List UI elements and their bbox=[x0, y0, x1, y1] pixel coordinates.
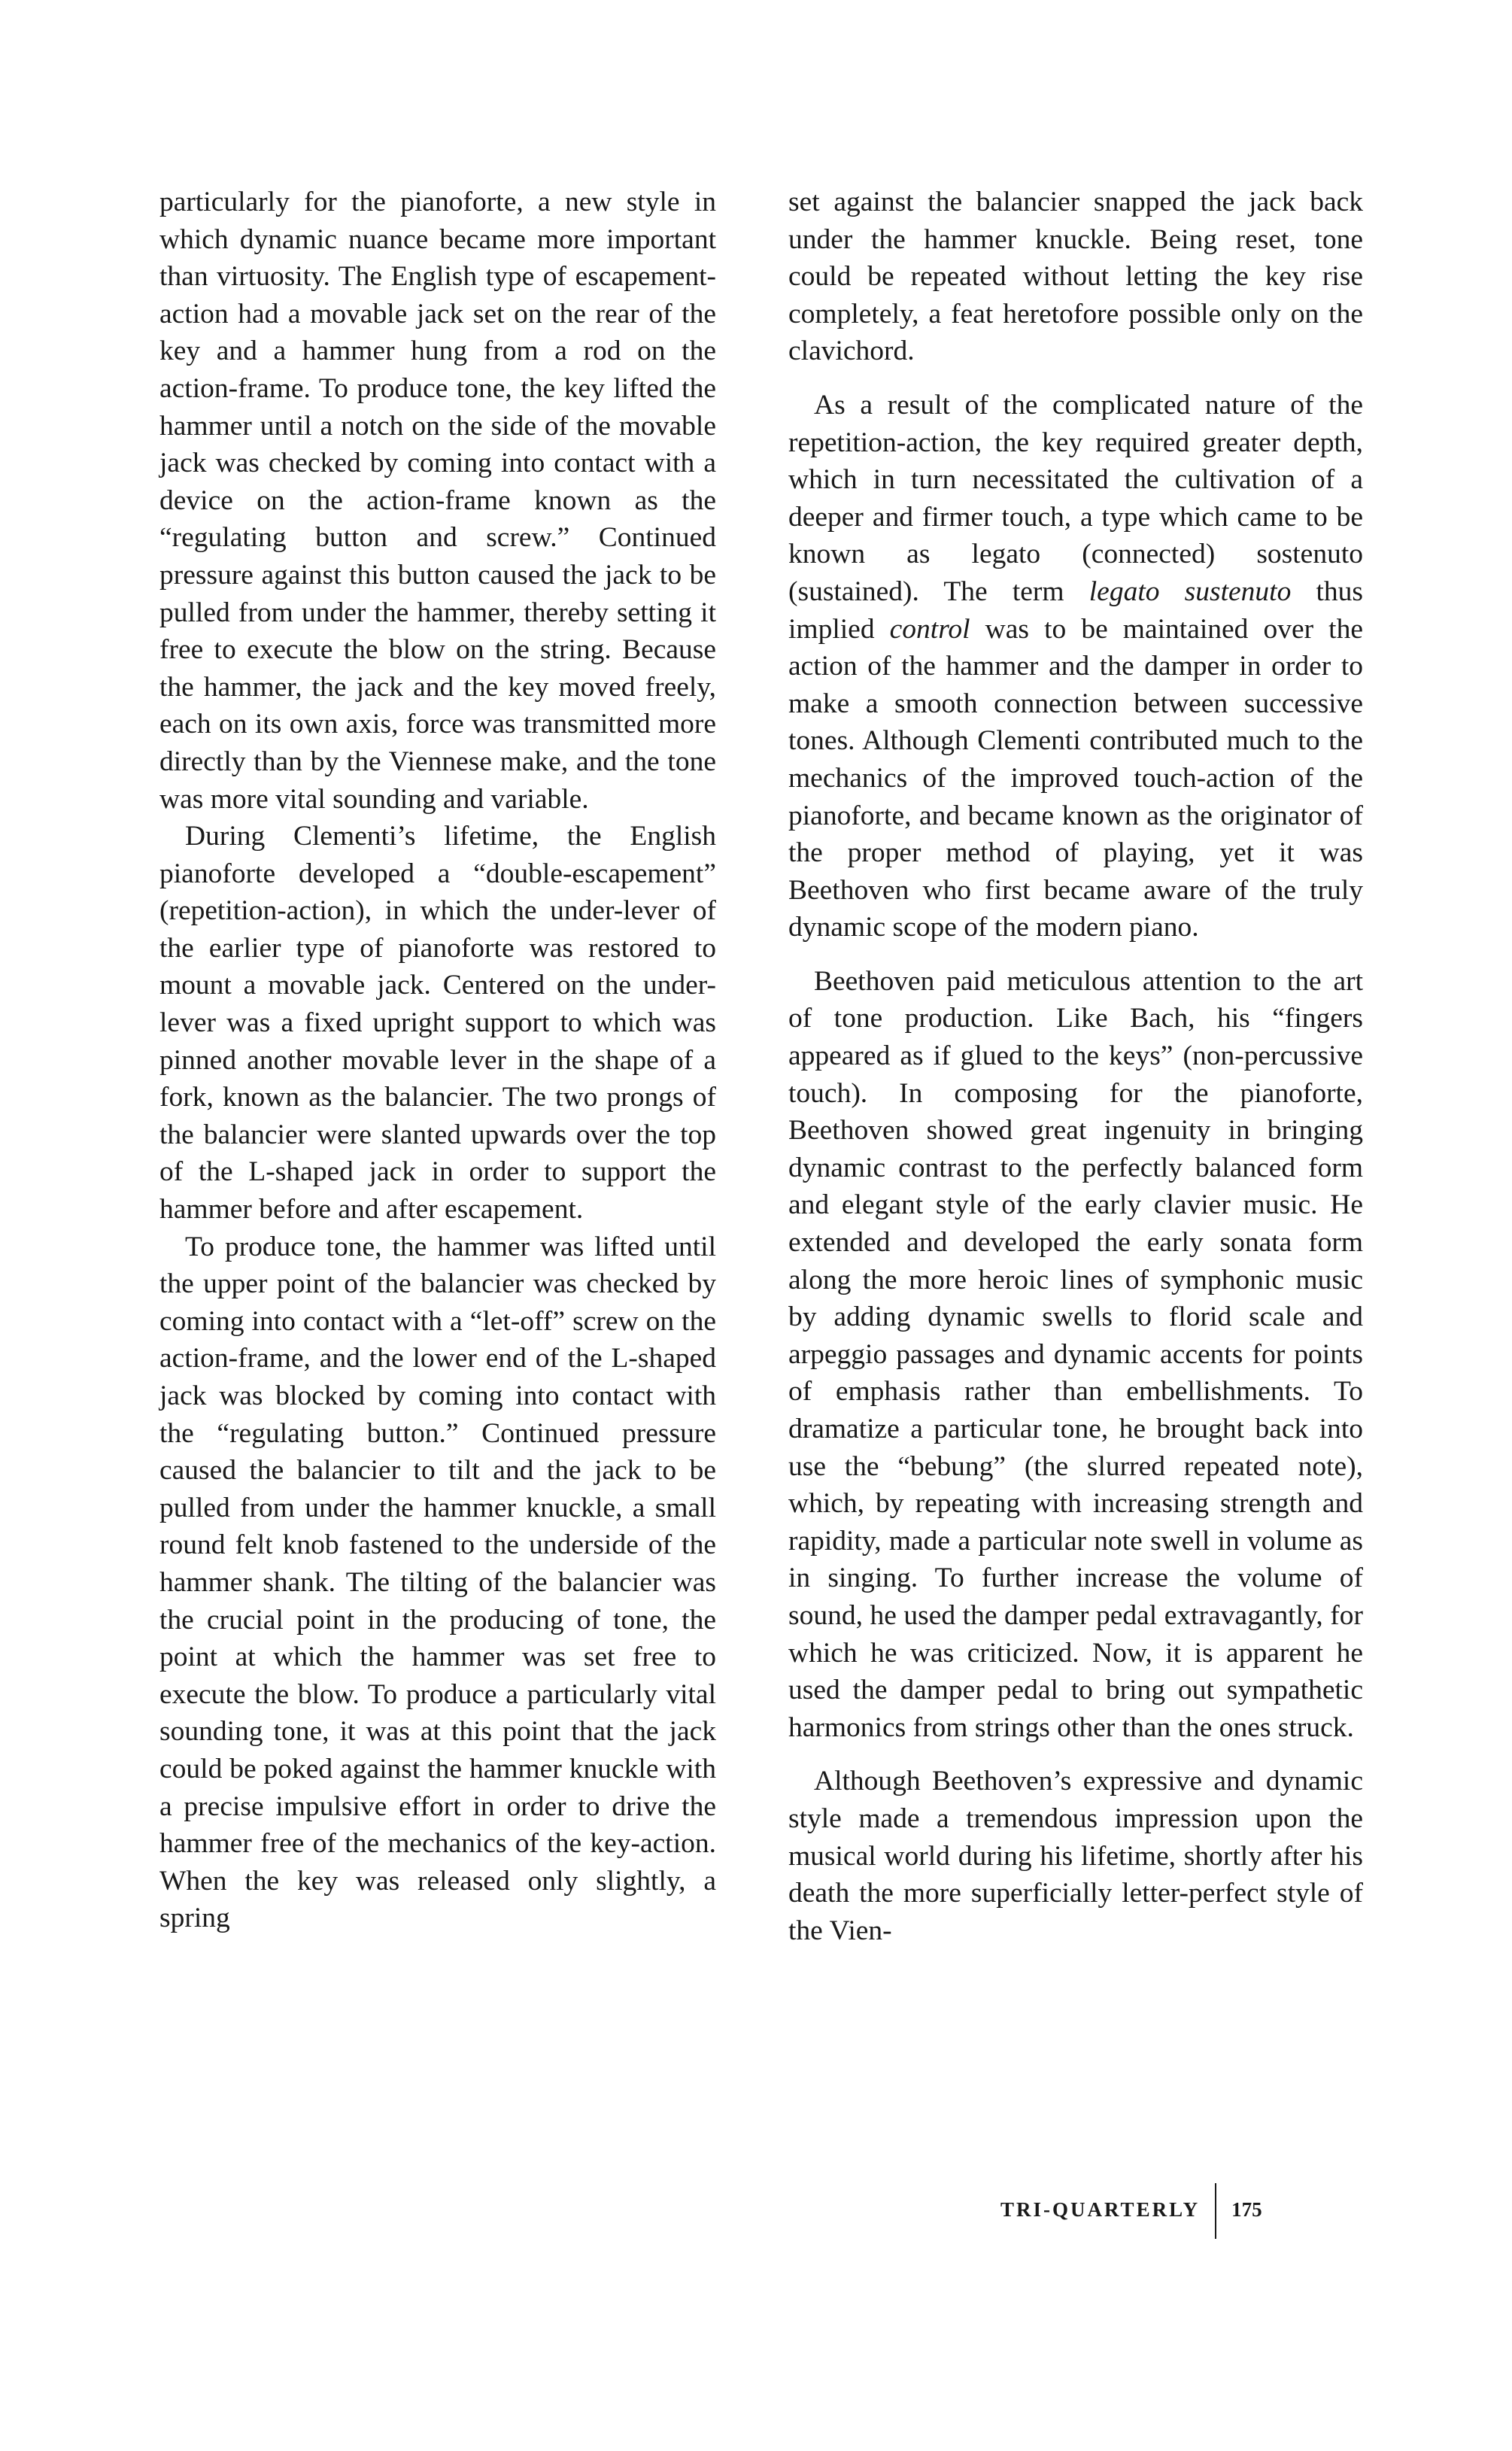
right-paragraph-2 bbox=[788, 387, 1363, 946]
right-paragraph-2-text-c: was to be maintained over the action of the hammer and the damper in order to make a smooth connection between successive tones. Although Clementi contributed much to the mechanics of the improved touch-action of the pianoforte, and became known as the originator of the proper method of playing, yet it was Beethoven who first became aware of the truly dynamic scope of the modern piano. bbox=[788, 613, 1363, 943]
left-paragraph-2: During Clementi’s lifetime, the English pianoforte developed a “double-escapement” (repetition-action), in which the under-lever of the earlier type of pianoforte was restored to mount a movable jack. Centered on the under-lever was a fixed upright support to which was pinned another movable lever in the shape of a fork, known as the balancier. The two prongs of the balancier were slanted upwards over the top of the L-shaped jack in order to support the hammer before and after escapement. bbox=[159, 821, 716, 1226]
right-paragraph-2-text-a: As a result of the complicated nature of the repetition-action, the key required greater depth, which in turn necessitated the cultivation of a deeper and firmer touch, a type which came to be known as legato (connected) sostenuto (sustained). The term bbox=[788, 389, 1363, 607]
right-paragraph-2-text-b: thus implied bbox=[788, 576, 1364, 645]
italic-term-control: control bbox=[889, 613, 970, 645]
page-number: 175 bbox=[1231, 2198, 1262, 2221]
left-paragraph-1: particularly for the pianoforte, a new style in which dynamic nuance became more important than virtuosity. The English type of escapement-action had a movable jack set on the rear of the key and a hammer hung from a rod on the action-frame. To produce tone, the key lifted the hammer until a notch on the side of the movable jack was checked by coming into contact with a device on the action-frame known as the “regulating button and screw.” Continued pressure against this button caused the jack to be pulled from under the hammer, thereby setting it free to execute the blow on the string. Because the hammer, the jack and the key moved freely, each on its own axis, force was transmitted more directly than by the Viennese make, and the tone was more vital sounding and variable. bbox=[159, 187, 716, 815]
left-paragraph-3: To produce tone, the hammer was lifted until the upper point of the balancier was checked by coming into contact with a “let-off” screw on the action-frame, and the lower end of the L-shaped jack was blocked by coming into contact with the “regulating button.” Continued pressure caused the balancier to tilt and the jack to be pulled from under the hammer knuckle, a small round felt knob fastened to the underside of the hammer shank. The tilting of the balancier was the crucial point in the producing of tone, the point at which the hammer was set free to execute the blow. To produce a particularly vital sounding tone, it was at this point that the jack could be poked against the hammer knuckle with a precise impulsive effort in order to drive the hammer free of the mechanics of the key-action. When the key was released only slightly, a spring bbox=[159, 1231, 716, 1934]
journal-title: TRI-QUARTERLY bbox=[1000, 2198, 1201, 2221]
page-footer bbox=[1000, 2183, 1262, 2239]
right-paragraph-3: Beethoven paid meticulous attention to the art of tone production. Like Bach, his “fingers appeared as if glued to the keys” (non-percussive touch). In composing for the pianoforte, Beethoven showed great ingenuity in bringing dynamic contrast to the perfectly balanced form and elegant style of the early clavier music. He extended and developed the early sonata form along the more heroic lines of symphonic music by adding dynamic swells to florid scale and arpeggio passages and dynamic accents for points of emphasis rather than embellishments. To dramatize a particular tone, he brought back into use the “bebung” (the slurred repeated note), which, by repeating with increasing strength and rapidity, made a particular note swell in volume as in singing. To further increase the volume of sound, he used the damper pedal extravagantly, for which he was criticized. Now, it is apparent he used the damper pedal to bring out sympathetic harmonics from strings other than the ones struck. bbox=[788, 965, 1363, 1743]
right-column bbox=[788, 184, 1363, 1949]
left-column bbox=[159, 184, 716, 1937]
right-paragraph-4: Although Beethoven’s expressive and dynamic style made a tremendous impression upon the musical world during his lifetime, shortly after his death the more superficially letter-perfect style of the Vien- bbox=[788, 1766, 1363, 1946]
right-paragraph-1: set against the balancier snapped the jack back under the hammer knuckle. Being reset, tone could be repeated without letting the key rise completely, a feat heretofore possible only on the clavichord. bbox=[788, 187, 1363, 367]
italic-term-legato-sustenuto: legato sustenuto bbox=[1088, 576, 1292, 607]
